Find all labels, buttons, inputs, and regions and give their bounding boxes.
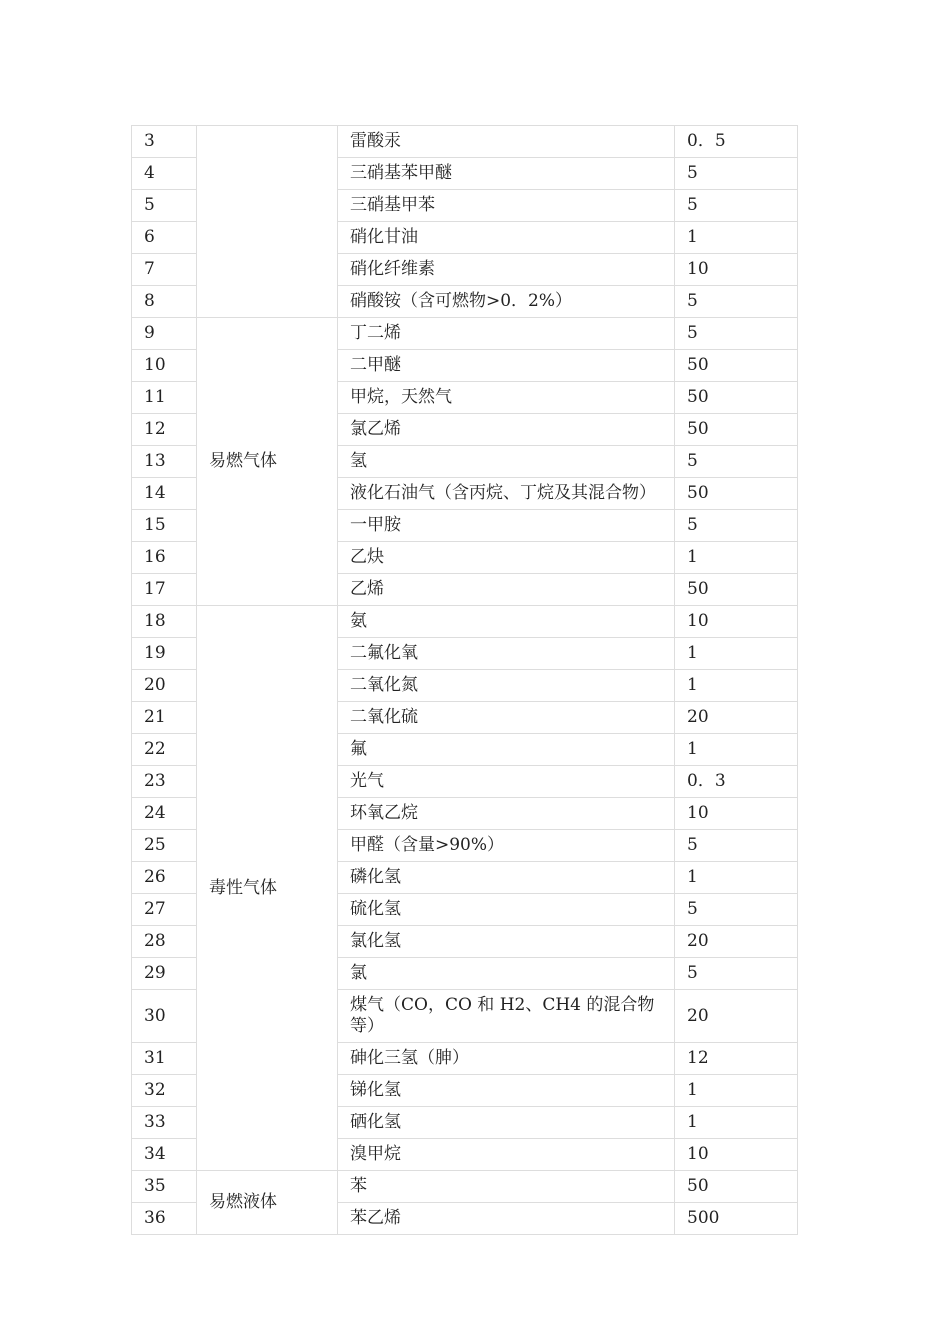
threshold-quantity-cell: 5 bbox=[675, 446, 798, 478]
substance-name-cell: 硝酸铵（含可燃物>0．2%） bbox=[338, 286, 675, 318]
row-number-cell: 31 bbox=[132, 1043, 197, 1075]
row-number-cell: 8 bbox=[132, 286, 197, 318]
threshold-quantity-cell: 5 bbox=[675, 510, 798, 542]
substance-name-cell: 硝化纤维素 bbox=[338, 254, 675, 286]
substance-name-cell: 砷化三氢（胂） bbox=[338, 1043, 675, 1075]
threshold-quantity-cell: 1 bbox=[675, 862, 798, 894]
substance-name-cell: 二氧化硫 bbox=[338, 702, 675, 734]
threshold-quantity-cell: 50 bbox=[675, 1171, 798, 1203]
row-number-cell: 6 bbox=[132, 222, 197, 254]
row-number-cell: 29 bbox=[132, 958, 197, 990]
row-number-cell: 17 bbox=[132, 574, 197, 606]
threshold-quantity-cell: 5 bbox=[675, 830, 798, 862]
row-number-cell: 4 bbox=[132, 158, 197, 190]
substance-name-cell: 乙烯 bbox=[338, 574, 675, 606]
threshold-quantity-cell: 20 bbox=[675, 702, 798, 734]
row-number-cell: 30 bbox=[132, 990, 197, 1043]
row-number-cell: 22 bbox=[132, 734, 197, 766]
threshold-quantity-cell: 1 bbox=[675, 734, 798, 766]
row-number-cell: 33 bbox=[132, 1107, 197, 1139]
category-cell: 毒性气体 bbox=[197, 606, 338, 1171]
substance-name-cell: 氨 bbox=[338, 606, 675, 638]
row-number-cell: 10 bbox=[132, 350, 197, 382]
threshold-quantity-cell: 20 bbox=[675, 990, 798, 1043]
row-number-cell: 3 bbox=[132, 126, 197, 158]
threshold-quantity-cell: 50 bbox=[675, 414, 798, 446]
row-number-cell: 19 bbox=[132, 638, 197, 670]
threshold-quantity-cell: 1 bbox=[675, 542, 798, 574]
row-number-cell: 20 bbox=[132, 670, 197, 702]
threshold-quantity-cell: 0．5 bbox=[675, 126, 798, 158]
row-number-cell: 36 bbox=[132, 1203, 197, 1235]
row-number-cell: 14 bbox=[132, 478, 197, 510]
threshold-quantity-cell: 50 bbox=[675, 478, 798, 510]
threshold-quantity-cell: 10 bbox=[675, 606, 798, 638]
threshold-quantity-cell: 5 bbox=[675, 286, 798, 318]
table-row bbox=[132, 606, 798, 638]
hazardous-chemicals-table-container bbox=[131, 125, 797, 1235]
substance-name-cell: 氯化氢 bbox=[338, 926, 675, 958]
row-number-cell: 24 bbox=[132, 798, 197, 830]
substance-name-cell: 雷酸汞 bbox=[338, 126, 675, 158]
substance-name-cell: 氢 bbox=[338, 446, 675, 478]
row-number-cell: 21 bbox=[132, 702, 197, 734]
threshold-quantity-cell: 20 bbox=[675, 926, 798, 958]
row-number-cell: 28 bbox=[132, 926, 197, 958]
category-cell bbox=[197, 126, 338, 318]
threshold-quantity-cell: 0．3 bbox=[675, 766, 798, 798]
threshold-quantity-cell: 10 bbox=[675, 798, 798, 830]
threshold-quantity-cell: 5 bbox=[675, 190, 798, 222]
substance-name-cell: 苯 bbox=[338, 1171, 675, 1203]
substance-name-cell: 乙炔 bbox=[338, 542, 675, 574]
substance-name-cell: 氯乙烯 bbox=[338, 414, 675, 446]
hazardous-chemicals-table bbox=[131, 125, 798, 1235]
category-cell: 易燃液体 bbox=[197, 1171, 338, 1235]
threshold-quantity-cell: 10 bbox=[675, 254, 798, 286]
substance-name-cell: 三硝基苯甲醚 bbox=[338, 158, 675, 190]
substance-name-cell: 氯 bbox=[338, 958, 675, 990]
threshold-quantity-cell: 5 bbox=[675, 318, 798, 350]
substance-name-cell: 环氧乙烷 bbox=[338, 798, 675, 830]
substance-name-cell: 丁二烯 bbox=[338, 318, 675, 350]
substance-name-cell: 三硝基甲苯 bbox=[338, 190, 675, 222]
row-number-cell: 34 bbox=[132, 1139, 197, 1171]
threshold-quantity-cell: 1 bbox=[675, 222, 798, 254]
table-row bbox=[132, 318, 798, 350]
row-number-cell: 15 bbox=[132, 510, 197, 542]
threshold-quantity-cell: 1 bbox=[675, 638, 798, 670]
row-number-cell: 27 bbox=[132, 894, 197, 926]
substance-name-cell: 二氧化氮 bbox=[338, 670, 675, 702]
threshold-quantity-cell: 10 bbox=[675, 1139, 798, 1171]
row-number-cell: 13 bbox=[132, 446, 197, 478]
row-number-cell: 5 bbox=[132, 190, 197, 222]
row-number-cell: 7 bbox=[132, 254, 197, 286]
row-number-cell: 23 bbox=[132, 766, 197, 798]
substance-name-cell: 一甲胺 bbox=[338, 510, 675, 542]
threshold-quantity-cell: 500 bbox=[675, 1203, 798, 1235]
table-row bbox=[132, 126, 798, 158]
threshold-quantity-cell: 50 bbox=[675, 574, 798, 606]
substance-name-cell: 磷化氢 bbox=[338, 862, 675, 894]
substance-name-cell: 硫化氢 bbox=[338, 894, 675, 926]
row-number-cell: 11 bbox=[132, 382, 197, 414]
substance-name-cell: 光气 bbox=[338, 766, 675, 798]
row-number-cell: 9 bbox=[132, 318, 197, 350]
category-cell: 易燃气体 bbox=[197, 318, 338, 606]
substance-name-cell: 液化石油气（含丙烷、丁烷及其混合物） bbox=[338, 478, 675, 510]
threshold-quantity-cell: 50 bbox=[675, 350, 798, 382]
substance-name-cell: 锑化氢 bbox=[338, 1075, 675, 1107]
row-number-cell: 26 bbox=[132, 862, 197, 894]
table-row bbox=[132, 1171, 798, 1203]
row-number-cell: 12 bbox=[132, 414, 197, 446]
threshold-quantity-cell: 1 bbox=[675, 670, 798, 702]
table-body bbox=[132, 126, 798, 1235]
threshold-quantity-cell: 5 bbox=[675, 158, 798, 190]
substance-name-cell: 硒化氢 bbox=[338, 1107, 675, 1139]
threshold-quantity-cell: 5 bbox=[675, 958, 798, 990]
row-number-cell: 32 bbox=[132, 1075, 197, 1107]
substance-name-cell: 煤气（CO，CO 和 H2、CH4 的混合物等） bbox=[338, 990, 675, 1043]
row-number-cell: 16 bbox=[132, 542, 197, 574]
threshold-quantity-cell: 5 bbox=[675, 894, 798, 926]
substance-name-cell: 溴甲烷 bbox=[338, 1139, 675, 1171]
threshold-quantity-cell: 1 bbox=[675, 1075, 798, 1107]
substance-name-cell: 硝化甘油 bbox=[338, 222, 675, 254]
threshold-quantity-cell: 1 bbox=[675, 1107, 798, 1139]
substance-name-cell: 甲醛（含量>90%） bbox=[338, 830, 675, 862]
row-number-cell: 35 bbox=[132, 1171, 197, 1203]
substance-name-cell: 二甲醚 bbox=[338, 350, 675, 382]
substance-name-cell: 甲烷，天然气 bbox=[338, 382, 675, 414]
row-number-cell: 25 bbox=[132, 830, 197, 862]
threshold-quantity-cell: 50 bbox=[675, 382, 798, 414]
threshold-quantity-cell: 12 bbox=[675, 1043, 798, 1075]
row-number-cell: 18 bbox=[132, 606, 197, 638]
substance-name-cell: 苯乙烯 bbox=[338, 1203, 675, 1235]
substance-name-cell: 二氟化氧 bbox=[338, 638, 675, 670]
substance-name-cell: 氟 bbox=[338, 734, 675, 766]
